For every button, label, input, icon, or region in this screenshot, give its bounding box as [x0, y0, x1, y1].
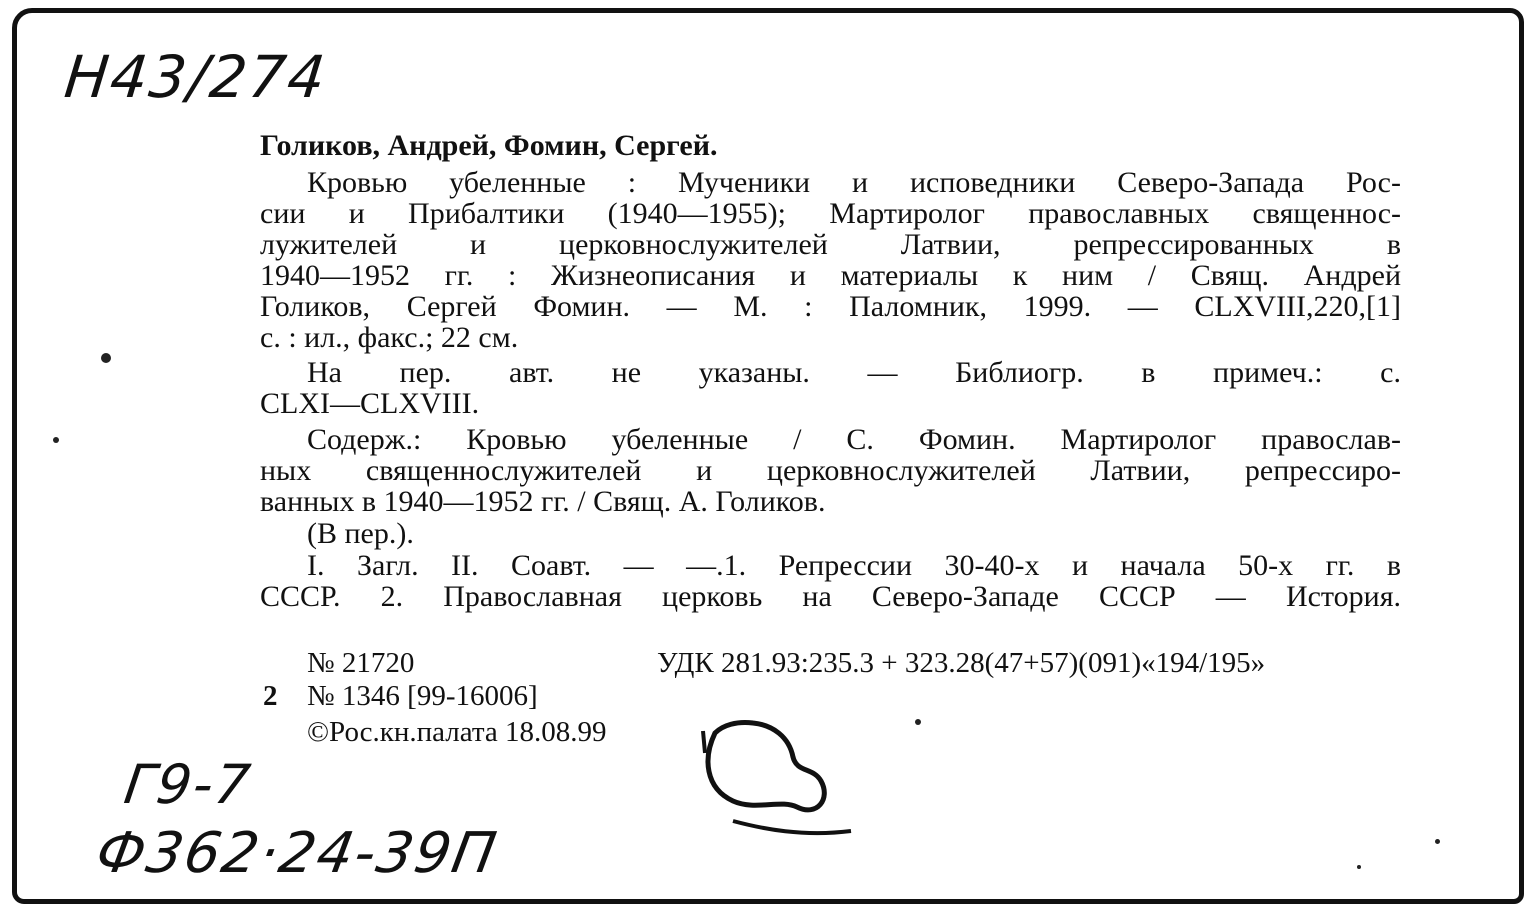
copies-count: 2 [263, 680, 278, 712]
ink-speck [1357, 865, 1361, 869]
handwritten-class-number: Ф362·24-39П [91, 821, 503, 886]
title-line: 1940—1952 гг. : Жизнеописания и материалы к ним / Свящ. Андрей [260, 259, 1401, 292]
contents-line: ванных в 1940—1952 гг. / Свящ. А. Голиков. [260, 485, 826, 518]
binding-note: (В пер.). [307, 517, 414, 550]
ink-speck [1435, 839, 1440, 844]
subject-line: I. Загл. II. Соавт. — —.1. Репрессии 30-40-х и начала 50-х гг. в [307, 549, 1401, 582]
record-number: № 21720 [307, 647, 415, 679]
ink-speck [915, 719, 921, 725]
title-line: Кровью убеленные : Мученики и исповедники Северо-Запада Рос- [307, 166, 1401, 199]
title-line: с. : ил., факс.; 22 см. [260, 321, 519, 354]
catalog-card [12, 8, 1524, 904]
copyright-line: ©Рос.кн.палата 18.08.99 [307, 716, 607, 748]
subject-line: СССР. 2. Православная церковь на Северо-Западе СССР — История. [260, 580, 1401, 613]
registration-number: № 1346 [99-16006] [307, 680, 538, 712]
ink-speck [53, 437, 59, 443]
title-line: лужителей и церковнослужителей Латвии, репрессированных в [260, 228, 1401, 261]
handwritten-note: Г9-7 [120, 753, 256, 816]
title-line: сии и Прибалтики (1940—1955); Мартиролог православных священнос- [260, 197, 1401, 230]
contents-line: Содерж.: Кровью убеленные / С. Фомин. Мартиролог православ- [307, 423, 1401, 456]
note-line: На пер. авт. не указаны. — Библиогр. в примеч.: с. [307, 356, 1401, 389]
author-heading: Голиков, Андрей, Фомин, Сергей. [260, 129, 718, 162]
udk-code: УДК 281.93:235.3 + 323.28(47+57)(091)«194/195» [657, 647, 1266, 679]
note-line: CLXI—CLXVIII. [260, 387, 480, 420]
contents-line: ных священнослужителей и церковнослужителей Латвии, репрессиро- [260, 454, 1401, 487]
handwritten-shelfmark: Н43/274 [61, 43, 331, 111]
title-line: Голиков, Сергей Фомин. — М. : Паломник, 1999. — CLXVIII,220,[1] [260, 290, 1401, 323]
ink-stamp-mark [693, 703, 873, 853]
ink-speck [101, 353, 111, 363]
